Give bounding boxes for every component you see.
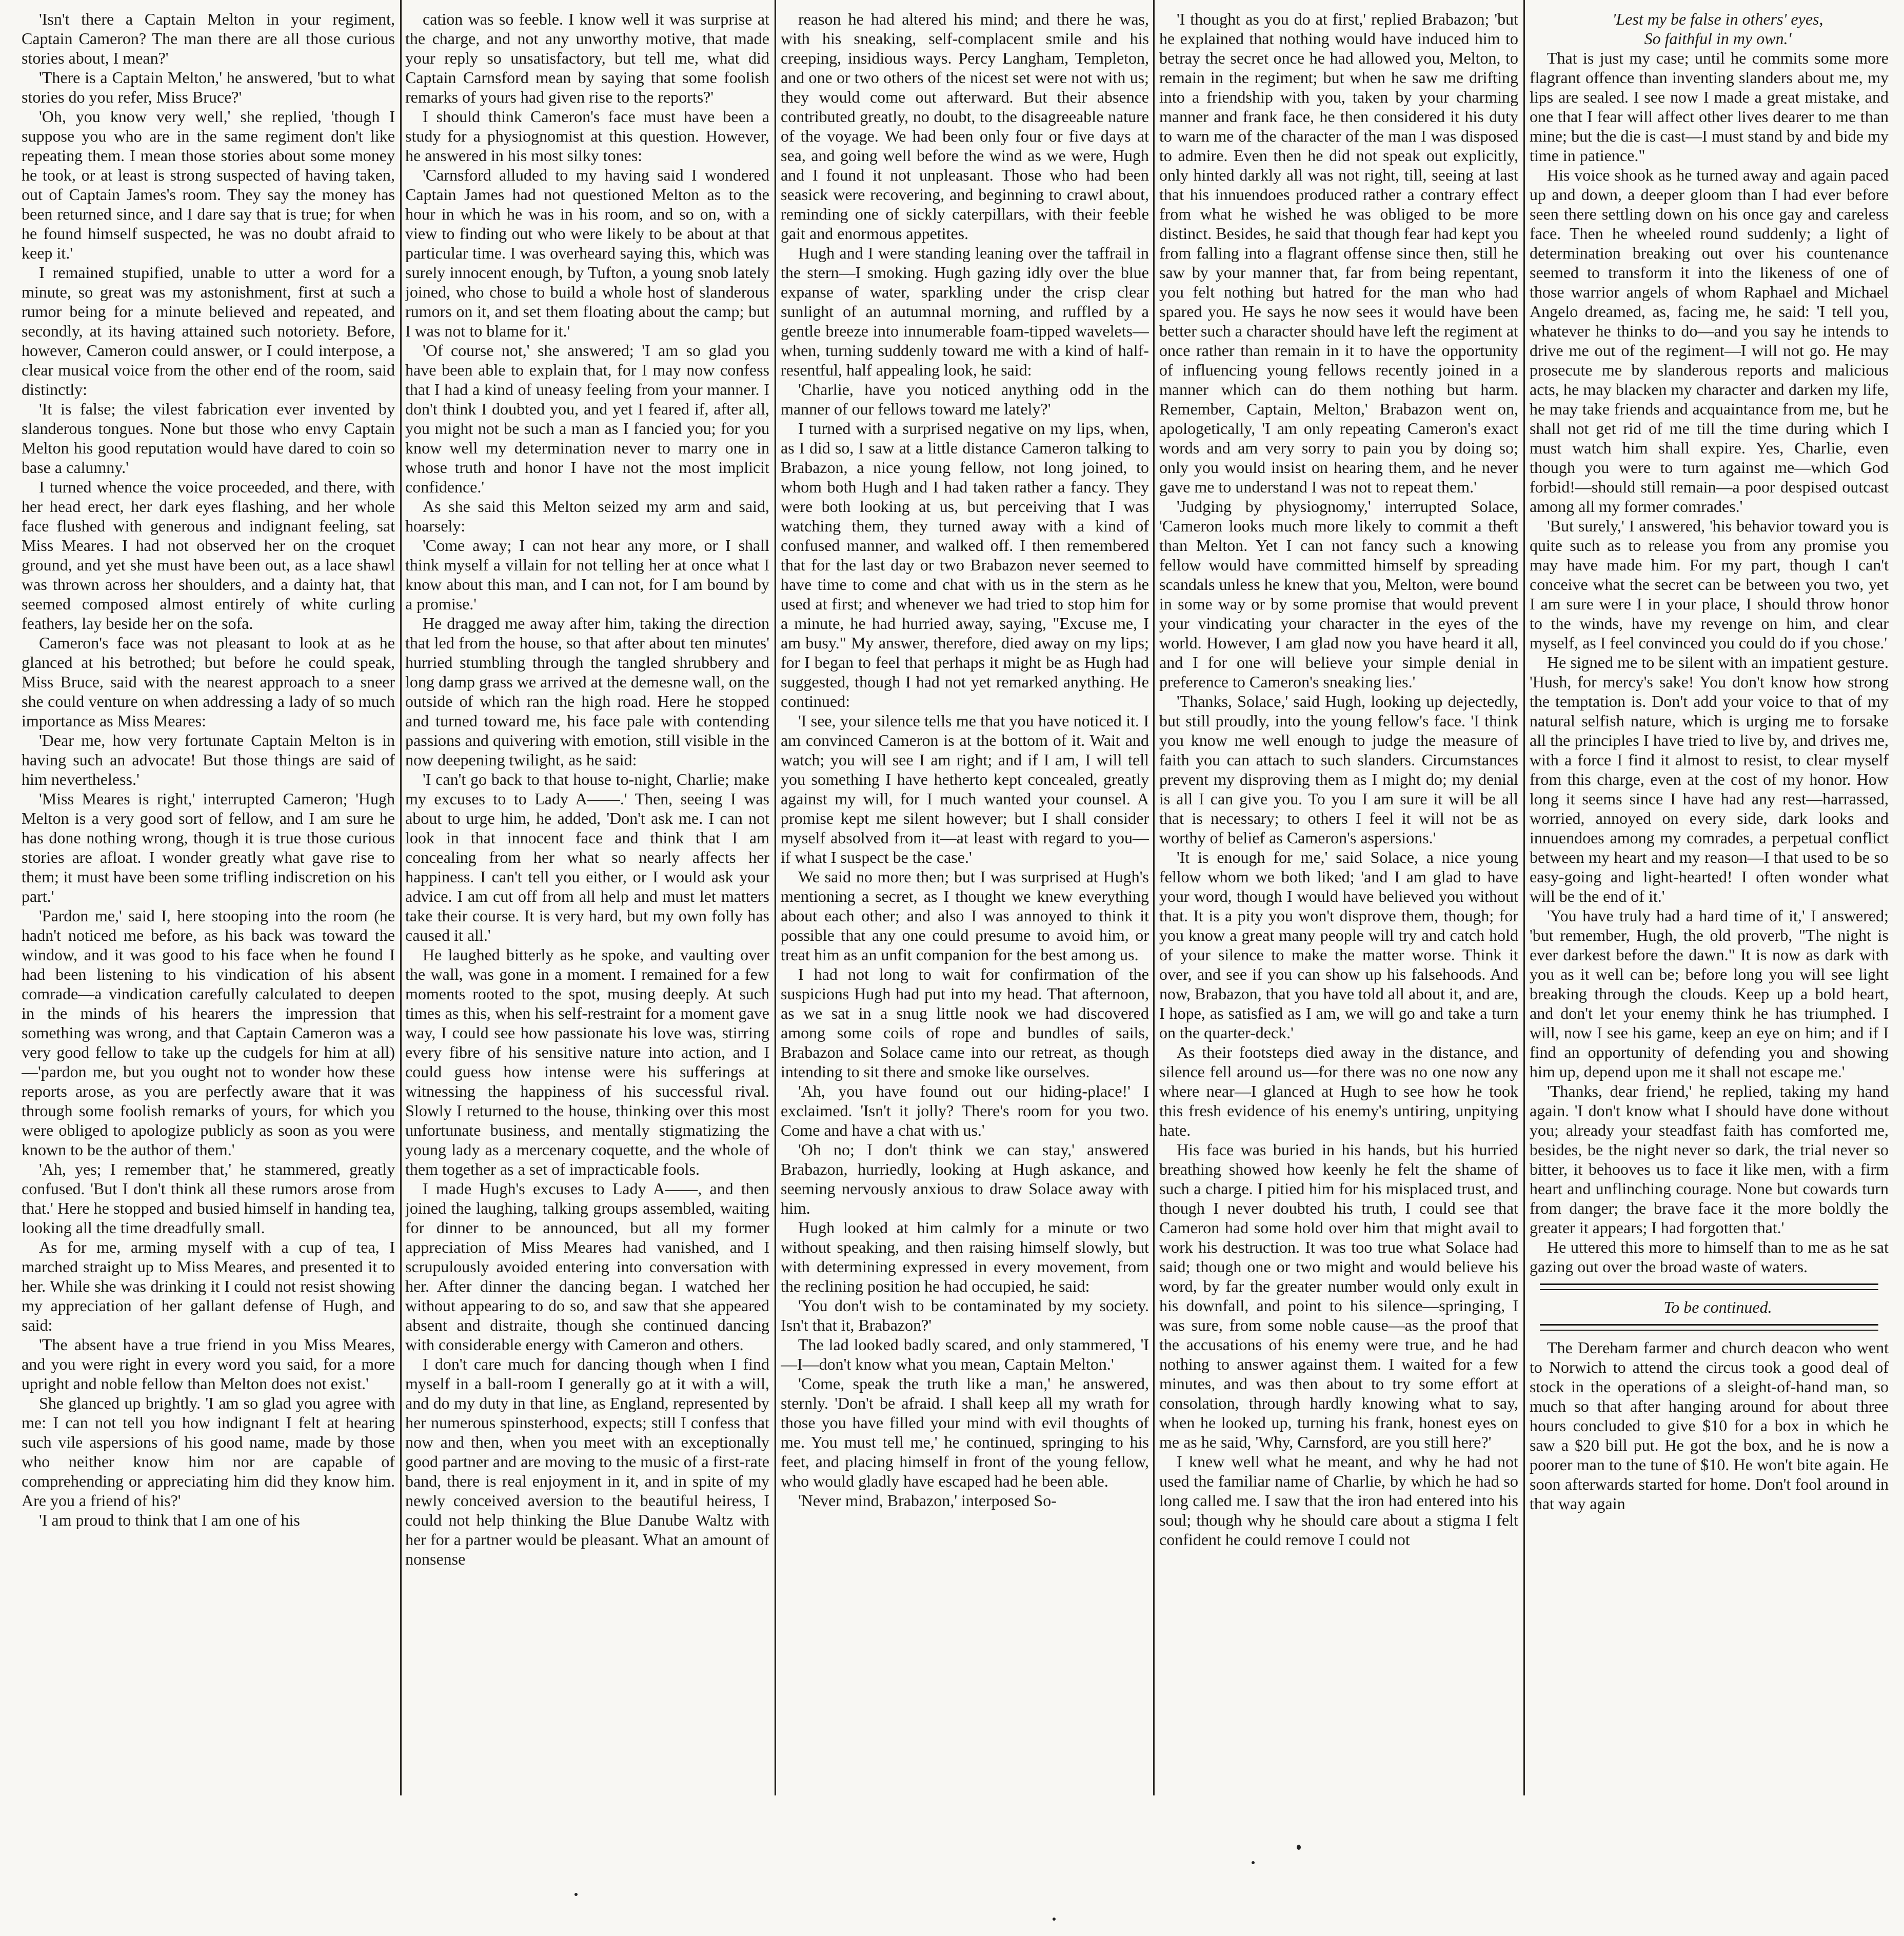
- paragraph: 'Judging by physiognomy,' interrupted Solace, 'Cameron looks much more likely to commit a theft than Melton. Yet I can not fancy such a knowing fellow would have committed himself by spreading scandals unless he knew that you, Melton, were bound in some way or by some promise that would prevent your vindicating your character in the eyes of the world. However, I am glad now you have heard it all, and I for one will believe your simple denial in preference to Cameron's sneaking lies.': [1159, 497, 1518, 691]
- paragraph: 'Ah, you have found out our hiding-place!' I exclaimed. 'Isn't it jolly? There's room for you two. Come and have a chat with us.': [781, 1082, 1149, 1139]
- poem-line: So faithful in my own.': [1644, 29, 1792, 48]
- paragraph: I remained stupified, unable to utter a word for a minute, so great was my astonishment, first at such a rumor being for a minute believed and repeated, and secondly, at its having attained such notoriety. Before, however, Cameron could answer, or I could interpose, a clear musical voice from the other end of the room, said distinctly:: [22, 263, 395, 399]
- paragraph: I turned with a surprised negative on my lips, when, as I did so, I saw at a little distance Cameron talking to Brabazon, a nice young fellow, not long joined, to whom both Hugh and I had taken rather a fancy. They were both looking at us, but perceiving that I was watching them, they turned away with a kind of confused manner, and walked off. I then remembered that for the last day or two Brabazon never seemed to have time to come and chat with us in the stern as he used at first; and whenever we had tried to stop him for a minute, he had hurried away, saying, "Excuse me, I am busy." My answer, therefore, died away on my lips; for I began to feel that perhaps it might be as Hugh had suggested, though I had not yet remarked anything. He continued:: [781, 419, 1149, 710]
- paragraph: 'There is a Captain Melton,' he answered, 'but to what stories do you refer, Miss Bruce?': [22, 68, 395, 106]
- paragraph: 'Charlie, have you noticed anything odd in the manner of our fellows toward me lately?': [781, 380, 1149, 418]
- paragraph: 'I am proud to think that I am one of his: [39, 1511, 300, 1529]
- column-rule: [400, 0, 402, 1795]
- paragraph: 'It is enough for me,' said Solace, a nice young fellow whom we both liked; 'and I am glad to have your word, though I would have believed you without that. It is a pity you won't disprove them, though; for you know a great many people will try and catch hold of your silence to make the matter worse. Think it over, and see if you can show up his falsehoods. And now, Brabazon, that you have told all about it, and are, I hope, as satisfied as I am, we will go and take a turn on the quarter-deck.': [1159, 848, 1518, 1042]
- paragraph: He uttered this more to himself than to me as he sat gazing out over the broad waste of waters.: [1530, 1238, 1889, 1276]
- paragraph: 'Oh, you know very well,' she replied, 'though I suppose you who are in the same regiment don't like repeating them. I mean those stories about some money he took, or at least is strong suspected of having taken, out of Captain James's room. They say the money has been returned since, and I dare say that is true; for when he found himself suspected, he was no doubt afraid to keep it.': [22, 107, 395, 262]
- paragraph: 'The absent have a true friend in you Miss Meares, and you were right in every word you said, for a more upright and noble fellow than Melton does not exist.': [22, 1335, 395, 1393]
- paragraph: He dragged me away after him, taking the direction that led from the house, so that after about ten minutes' hurried stumbling through the tangled shrubbery and long damp grass we arrived at the demesne wall, on the outside of which ran the high road. Here he stopped and turned toward me, his face pale with contending passions and quivering with emotion, still visible in the now deepening twilight, as he said:: [405, 614, 769, 769]
- paragraph: I knew well what he meant, and why he had not used the familiar name of Charlie, by which he had so long called me. I saw that the iron had entered into his soul; though why he should care about a stigma I felt confident he could remove I could not: [1159, 1452, 1518, 1549]
- paragraph: 'Miss Meares is right,' interrupted Cameron; 'Hugh Melton is a very good sort of fellow, and I am sure he has done nothing wrong, though it is true those curious stories are afloat. I wonder greatly what gave rise to them; it must have been some trifling indiscretion on his part.': [22, 789, 395, 905]
- paragraph: 'Pardon me,' said I, here stooping into the room (he hadn't noticed me before, as his back was toward the window, and it was good to his face when he found I had been listening to his vindication of his absent comrade—a vindication carefully calculated to deepen in the minds of his hearers the impression that something was wrong, and that Captain Cameron was a very good fellow to take up the cudgels for him at all)—'pardon me, but you ought not to wonder how these reports arose, as you are perfectly aware that it was through some foolish remarks of yours, for which you were obliged to apologize publicly as soon as you were known to be the author of them.': [22, 906, 395, 1159]
- paragraph: 'It is false; the vilest fabrication ever invented by slanderous tongues. None but those who envy Captain Melton his good reputation would have dared to coin so base a calumny.': [22, 400, 395, 477]
- paragraph: I made Hugh's excuses to Lady A——, and then joined the laughing, talking groups assembled, waiting for dinner to be announced, but all my former appreciation of Miss Meares had vanished, and I scrupulously avoided entering into conversation with her. After dinner the dancing began. I watched her without appearing to do so, and saw that she appeared absent and distraite, though she continued dancing with considerable energy with Cameron and others.: [405, 1179, 769, 1354]
- paragraph: I should think Cameron's face must have been a study for a physiognomist at this question. However, he answered in his most silky tones:: [405, 107, 769, 165]
- column-rule: [775, 0, 776, 1795]
- column-rule: [1153, 0, 1155, 1795]
- print-speck: [1053, 1918, 1056, 1921]
- paragraph: 'I can't go back to that house to-night, Charlie; make my excuses to to Lady A——.' Then, seeing I was about to urge him, he added, 'Don't ask me. I can not look in that innocent face and think that I am concealing from her what so nearly affects her happiness. I can't tell you either, or I would ask your advice. I am cut off from all help and must let matters take their course. It is very hard, but my own folly has caused it all.': [405, 770, 769, 944]
- poem-line: 'Lest my be false in others' eyes,: [1612, 10, 1823, 28]
- paragraph: 'Thanks, dear friend,' he replied, taking my hand again. 'I don't know what I should have done without you; already your steadfast faith has comforted me, besides, be the night never so dark, the trial never so bitter, it behooves us to face it like men, with a firm heart and unflinching courage. None but cowards turn from danger; the brave face it the more boldly the greater it appears; I had forgotten that.': [1530, 1082, 1889, 1237]
- paragraph: As she said this Melton seized my arm and said, hoarsely:: [405, 497, 769, 535]
- paragraph: reason he had altered his mind; and there he was, with his sneaking, self-complacent smile and his creeping, insidious ways. Percy Langham, Templeton, and one or two others of the nicest set were not with us; they would come out afterward. But their absence contributed greatly, no doubt, to the disagreeable nature of the voyage. We had been only four or five days at sea, and going well before the wind as we were, Hugh and I found it not unpleasant. Those who had been seasick were recovering, and beginning to crawl about, reminding one of sickly caterpillars, with their feeble gait and enormous appetites.: [781, 10, 1149, 243]
- paragraph: 'Come away; I can not hear any more, or I shall think myself a villain for not telling her at once what I know about this man, and I can not, for I am bound by a promise.': [405, 536, 769, 613]
- print-speck: [1252, 1861, 1255, 1864]
- paragraph: 'I thought as you do at first,' replied Brabazon; 'but he explained that nothing would have induced him to betray the secret once he had allowed you, Melton, to remain in the regiment; but when he saw me drifting into a friendship with you, taken by your charming manner and frank face, he then considered it his duty to warn me of the character of the man I was disposed to admire. Even then he did not speak out explicitly, only hinted darkly all was not right, till, seeing at last that his innuendoes produced rather a contrary effect from what he wished he was obliged to be more distinct. Besides, he said that though fear had kept you from falling into a flagrant offense since then, still he saw by your manner that, far from being repentant, you felt nothing but hatred for the man who had spared you. He says he now sees it would have been better such a character should have left the regiment at once rather than remain in it to have the opportunity of influencing young fellows recently joined in a manner which can do them nothing but harm. Remember, Captain, Melton,' Brabazon went on, apologetically, 'I am only repeating Cameron's exact words and am very sorry to pain you by doing so; only you would insist on hearing them, and he never gave me to understand I was not to repeat them.': [1159, 10, 1518, 496]
- paragraph: 'Oh no; I don't think we can stay,' answered Brabazon, hurriedly, looking at Hugh askance, and seeming nervously anxious to draw Solace away with him.: [781, 1140, 1149, 1217]
- paragraph: I had not long to wait for confirmation of the suspicions Hugh had put into my head. That afternoon, as we sat in a snug little nook we had discovered among some coils of rope and bundles of sails, Brabazon and Solace came into our retreat, as though intending to sit there and smoke like ourselves.: [781, 965, 1149, 1081]
- paragraph: 'Dear me, how very fortunate Captain Melton is in having such an advocate! But those things are said of him nevertheless.': [22, 731, 395, 788]
- print-speck: [1297, 1845, 1301, 1850]
- paragraph: 'I see, your silence tells me that you have noticed it. I am convinced Cameron is at the bottom of it. Wait and watch; you will see I am right; and if I am, I will tell you something I have hetherto kept concealed, greatly against my will, for I much wanted your counsel. A promise kept me silent however; but I shall consider myself absolved from it—at least with regard to you—if what I suspect be the case.': [781, 712, 1149, 866]
- paragraph: Hugh and I were standing leaning over the taffrail in the stern—I smoking. Hugh gazing idly over the blue expanse of water, sparkling under the crisp clear sunlight of an autumnal morning, and ruffled by a gentle breeze into innumerable foam-tipped wavelets—when, turning suddenly toward me with a kind of half-resentful, half appealing look, he said:: [781, 244, 1149, 379]
- news-item-paragraph: The Dereham farmer and church deacon who went to Norwich to attend the circus took a good deal of stock in the operations of a sleight-of-hand man, so much so that after hanging around for about three hours concluded to give $10 for a box in which he saw a $20 bill put. He got the box, and he is now a poorer man to the tune of $10. He won't bite again. He soon afterwards started for home. Don't fool around in that way again: [1530, 1338, 1889, 1513]
- to-be-continued: To be continued.: [1663, 1298, 1772, 1316]
- paragraph: The lad looked badly scared, and only stammered, 'I—I—don't know what you mean, Captain Melton.': [781, 1335, 1149, 1373]
- paragraph: 'But surely,' I answered, 'his behavior toward you is quite such as to release you from any promise you may have made him. For my part, though I can't conceive what the secret can be between you two, yet I am sure were I in your place, I should throw honor to the winds, have my revenge on him, and clear myself, as I feel convinced you could do if you chose.': [1530, 517, 1889, 652]
- paragraph: Cameron's face was not pleasant to look at as he glanced at his betrothed; but before he could speak, Miss Bruce, said with the nearest approach to a sneer she could venture on when addressing a lady of so much importance as Miss Meares:: [22, 634, 395, 730]
- paragraph: I turned whence the voice proceeded, and there, with her head erect, her dark eyes flashing, and her whole face flushed with generous and indignant feeling, sat Miss Meares. I had not observed her on the croquet ground, and yet she must have been out, as a lace shawl was thrown across her shoulders, and a dainty hat, that seemed composed almost entirely of white curling feathers, lay beside her on the sofa.: [22, 478, 395, 633]
- paragraph: He laughed bitterly as he spoke, and vaulting over the wall, was gone in a moment. I remained for a few moments rooted to the spot, musing deeply. At such times as this, when his self-restraint for a moment gave way, I could see how passionate his love was, stirring every fibre of his sensitive nature into action, and I could guess how intense were his sufferings at witnessing the happiness of his successful rival. Slowly I returned to the house, thinking over this most unfortunate business, and mentally stigmatizing the young lady as a mercenary coquette, and the whole of them together as a set of impracticable fools.: [405, 945, 769, 1178]
- paragraph: We said no more then; but I was surprised at Hugh's mentioning a secret, as I thought we knew everything about each other; and also I was annoyed to think it possible that any one could presume to avoid him, or treat him as an unfit companion for the best among us.: [781, 867, 1149, 964]
- paragraph: She glanced up brightly. 'I am so glad you agree with me: I can not tell you how indignant I felt at hearing such vile aspersions of his good name, made by those who neither know him nor are capable of comprehending or appreciating him did they know him. Are you a friend of his?': [22, 1394, 395, 1510]
- paragraph: He signed me to be silent with an impatient gesture. 'Hush, for mercy's sake! You don't know how strong the temptation is. Don't add your voice to that of my natural selfish nature, which is urging me to forsake all the principles I have tried to live by, and drives me, with a force I find it almost to resist, to clear myself from this charge, even at the cost of my honor. How long it seems since I have had any rest—harrassed, worried, annoyed on every side, dark looks and innuendoes among my comrades, a perpetual conflict between my heart and my reason—I that used to be so easy-going and light-hearted! I often wonder what will be the end of it.': [1530, 653, 1889, 905]
- paragraph: 'Ah, yes; I remember that,' he stammered, greatly confused. 'But I don't think all these rumors arose from that.' Here he stopped and busied himself in handing tea, looking all the time dreadfully small.: [22, 1160, 395, 1237]
- paragraph: 'Never mind, Brabazon,' interposed So-: [798, 1491, 1057, 1510]
- paragraph: Hugh looked at him calmly for a minute or two without speaking, and then raising himself slowly, but with determining expressed in every movement, from the reclining position he had occupied, he said:: [781, 1218, 1149, 1295]
- paragraph: 'You have truly had a hard time of it,' I answered; 'but remember, Hugh, the old proverb, "The night is ever darkest before the dawn." It is now as dark with you as it well can be; before long you will see light breaking through the clouds. Keep up a bold heart, and don't let your enemy think he has triumphed. I will, now I see his game, keep an eye on him; and if I find an opportunity of defending you and showing him up, depend upon me it shall not escape me.': [1530, 906, 1889, 1081]
- paragraph: That is just my case; until he commits some more flagrant offence than inventing slanders about me, my lips are sealed. I see now I made a great mistake, and one that I fear will affect other lives dearer to me than mine; but the die is cast—I must stand by and bide my time in patience.": [1530, 49, 1889, 165]
- column-rule: [1523, 0, 1525, 1795]
- paragraph: 'Thanks, Solace,' said Hugh, looking up dejectedly, but still proudly, into the young fellow's face. 'I think you know me well enough to judge the measure of faith you can attach to such slanders. Circumstances prevent my disproving them as I might do; my denial is all I can give you. To you I am sure it will be all that is necessary; to others I feel it will not be as worthy of belief as Cameron's aspersions.': [1159, 692, 1518, 847]
- paragraph: 'Of course not,' she answered; 'I am so glad you have been able to explain that, for I may now confess that I had a kind of uneasy feeling from your manner. I don't think I doubted you, and yet I feared if, after all, you might not be such a man as I fancied you; for you know well my determination never to marry one in whose truth and honor I have not the most implicit confidence.': [405, 341, 769, 496]
- paragraph: As their footsteps died away in the distance, and silence fell around us—for there was no one now any where near—I glanced at Hugh to see how he took this fresh evidence of his enemy's untiring, unpitying hate.: [1159, 1043, 1518, 1139]
- paragraph: I don't care much for dancing though when I find myself in a ball-room I generally go at it with a will, and do my duty in that line, as England, represented by her numerous spinsterhood, expects; still I confess that now and then, when you meet with an exceptionally good partner and are moving to the music of a first-rate band, there is real enjoyment in it, and in spite of my newly conceived aversion to the beautiful heiress, I could not help thinking the Blue Danube Waltz with her for a partner would be pleasant. What an amount of nonsense: [405, 1355, 769, 1568]
- paragraph: 'Carnsford alluded to my having said I wondered Captain James had not questioned Melton as to the hour in which he was in his room, and so on, with a view to finding out who were likely to be about at that particular time. I was overheard saying this, which was surely innocent enough, by Tufton, a young snob lately joined, who chose to build a whole host of slanderous rumors on it, and set them floating about the camp; but I was not to blame for it.': [405, 166, 769, 340]
- text-column-1: [22, 9, 395, 1805]
- print-speck: [574, 1893, 578, 1896]
- section-rule: [1540, 1283, 1878, 1290]
- text-column-2: [405, 9, 769, 1805]
- paragraph: 'Come, speak the truth like a man,' he answered, sternly. 'Don't be afraid. I shall keep all my wrath for those you have filled your mind with evil thoughts of me. You must tell me,' he continued, springing to his feet, and placing himself in front of the young fellow, who would gladly have escaped had he been able.: [781, 1374, 1149, 1490]
- paragraph: His face was buried in his hands, but his hurried breathing showed how keenly he felt the shame of such a charge. I pitied him for his misplaced trust, and though I never doubted his truth, I could see that Cameron had some hold over him that might avail to work his destruction. It was too true what Solace had said; though one or two might and would believe his word, by far the greater number would only exult in his downfall, and point to his silence—springing, I was sure, from some noble cause—as the proof that the accusations of his enemy were true, and he had nothing to answer against them. I waited for a few minutes, and was then about to try some effort at consolation, through hardly knowing what to say, when he looked up, turning his frank, honest eyes on me as he said, 'Why, Carnsford, are you still here?': [1159, 1140, 1518, 1451]
- paragraph: His voice shook as he turned away and again paced up and down, a deeper gloom than I had ever before seen there settling down on his once gay and careless face. Then he wheeled round suddenly; a light of determination breaking out over his countenance seemed to transform it into the likeness of one of those warrior angels of whom Raphael and Michael Angelo dreamed, as, facing me, he said: 'I tell you, whatever he thinks to do—and you say he intends to drive me out of the regiment—I will not go. He may prosecute me by slanderous reports and malicious acts, he may blacken my character and darken my life, he may take friends and acquaintance from me, but he shall not get rid of me till the time during which I must watch him shall expire. Yes, Charlie, even though you were to turn against me—which God forbid!—should still remain—a poor despised outcast among all my former comrades.': [1530, 166, 1889, 516]
- text-column-4: [1159, 9, 1518, 1805]
- section-rule: [1540, 1324, 1878, 1331]
- paragraph: As for me, arming myself with a cup of tea, I marched straight up to Miss Meares, and presented it to her. While she was drinking it I could not resist showing my appreciation of her gallant defense of Hugh, and said:: [22, 1238, 395, 1334]
- paragraph: 'You don't wish to be contaminated by my society. Isn't that it, Brabazon?': [781, 1296, 1149, 1334]
- paragraph: 'Isn't there a Captain Melton in your regiment, Captain Cameron? The man there are all those curious stories about, I mean?': [22, 10, 395, 67]
- text-column-3: [781, 9, 1149, 1805]
- paragraph: cation was so feeble. I know well it was surprise at the charge, and not any unworthy motive, that made your reply so unsatisfactory, but tell me, what did Captain Carnsford mean by saying that some foolish remarks of yours had given rise to the reports?': [405, 10, 769, 106]
- text-column-5: [1530, 9, 1889, 1805]
